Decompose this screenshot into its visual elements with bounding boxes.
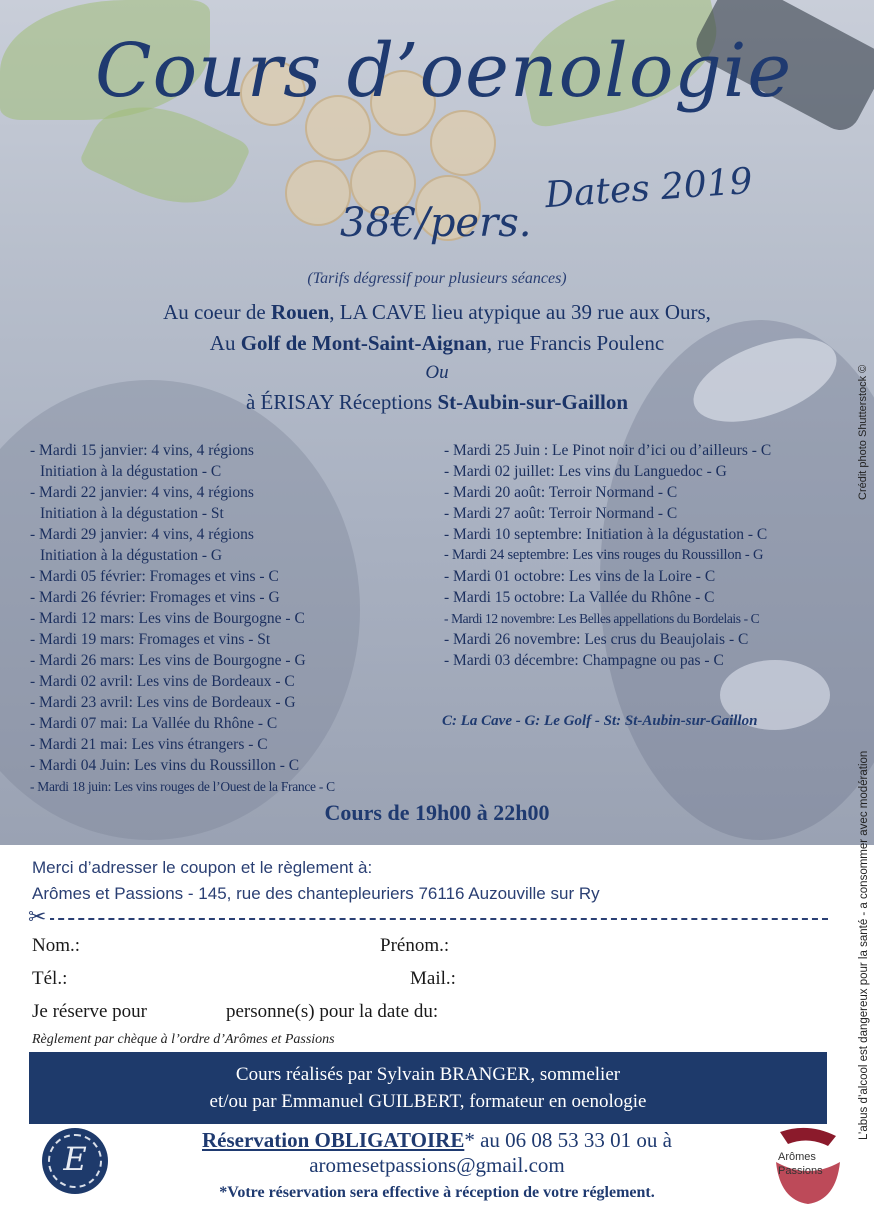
nom-field-label: Nom.: [32,935,81,956]
or-text: Ou [425,362,449,383]
reservation-phone: * au 06 08 53 33 01 ou à [464,1128,672,1152]
list-item: - Mardi 20 août: Terroir Normand - C [444,484,678,501]
photo-credit: Crédit photo Shutterstock © [857,364,869,500]
list-item: - Mardi 23 avril: Les vins de Bordeaux - G [30,694,296,711]
scissors-icon: ✂ [28,904,50,930]
coupon-address: Arômes et Passions - 145, rue des chantepleuriers 76116 Auzouville sur Ry [32,884,600,903]
prenom-field-label: Prénom.: [380,935,450,956]
location-rouen: Au coeur de Rouen, LA CAVE lieu atypique au 39 rue aux Ours, [163,300,711,324]
tel-field-label: Tél.: [32,968,68,989]
location-erisay: à ÉRISAY Réceptions St-Aubin-sur-Gaillon [245,390,629,414]
location-golf: Au Golf de Mont-Saint-Aignan, rue Francis Poulenc [209,331,665,355]
mail-field-label: Mail.: [410,968,456,989]
aromes-passions-logo [770,1122,846,1212]
list-item: - Mardi 27 août: Terroir Normand - C [444,505,678,522]
brand-name: Arômes Passions [778,1151,823,1177]
list-item: Initiation à la dégustation - St [40,505,224,522]
list-item: - Mardi 12 novembre: Les Belles appellations du Bordelais - C [444,611,760,626]
alcohol-warning: L’abus d’alcool est dangereux pour la santé - a consommer avec modération [858,750,870,1140]
reserve-date-label: personne(s) pour la date du: [226,1001,439,1022]
list-item: - Mardi 01 octobre: Les vins de la Loire - C [444,568,716,585]
cut-line [28,918,828,920]
schedule-left [30,440,335,797]
list-item: - Mardi 24 septembre: Les vins rouges du Roussillon - G [444,547,764,563]
banner-line: et/ou par Emmanuel GUILBERT, formateur en oenologie [209,1091,647,1112]
page-title: Cours d’oenologie [95,28,793,114]
list-item: - Mardi 29 janvier: 4 vins, 4 régions [30,526,254,543]
list-item: - Mardi 10 septembre: Initiation à la dégustation - C [444,526,768,543]
logo-letter: E [63,1140,87,1178]
reservation-label: Réservation OBLIGATOIRE [202,1128,465,1152]
list-item: - Mardi 19 mars: Fromages et vins - St [30,631,271,648]
course-hours: Cours de 19h00 à 22h00 [324,800,550,825]
list-item: - Mardi 26 novembre: Les crus du Beaujolais - C [444,631,749,648]
payment-note: Règlement par chèque à l’ordre d’Arômes et Passions [32,1032,335,1047]
list-item: - Mardi 25 Juin : Le Pinot noir d’ici ou d’ailleurs - C [444,442,772,459]
reserve-label: Je réserve pour [32,1001,148,1022]
coupon-instruction: Merci d’adresser le coupon et le règlement à: [32,858,373,877]
tarifs-note: (Tarifs dégressif pour plusieurs séances) [307,270,567,287]
list-item: - Mardi 05 février: Fromages et vins - C [30,568,279,585]
dates-label: Dates 2019 [543,160,754,217]
list-item: - Mardi 18 juin: Les vins rouges de l’Ouest de la France - C [30,779,335,794]
list-item: - Mardi 21 mai: Les vins étrangers - C [30,736,268,753]
banner-line: Cours réalisés par Sylvain BRANGER, sommelier [235,1064,621,1085]
list-item: - Mardi 04 Juin: Les vins du Roussillon - C [30,757,300,774]
list-item: - Mardi 15 janvier: 4 vins, 4 régions [30,442,254,459]
list-item: - Mardi 02 avril: Les vins de Bordeaux - C [30,673,295,690]
list-item: Initiation à la dégustation - G [40,547,223,564]
reservation-note: *Votre réservation sera effective à réception de votre réglement. [219,1184,655,1201]
list-item: - Mardi 22 janvier: 4 vins, 4 régions [30,484,254,501]
reservation-email[interactable]: aromesetpassions@gmail.com [309,1153,565,1177]
list-item: - Mardi 12 mars: Les vins de Bourgogne - C [30,610,305,627]
list-item: Initiation à la dégustation - C [40,463,222,480]
list-item: - Mardi 03 décembre: Champagne ou pas - C [444,652,724,669]
schedule-right [444,440,771,671]
list-item: - Mardi 07 mai: La Vallée du Rhône - C [30,715,278,732]
list-item: - Mardi 26 février: Fromages et vins - G [30,589,280,606]
instructors-banner [29,1052,827,1124]
list-item: - Mardi 02 juillet: Les vins du Languedoc - G [444,463,727,480]
cork-image [430,110,496,176]
list-item: - Mardi 15 octobre: La Vallée du Rhône - C [444,589,715,606]
list-item: - Mardi 26 mars: Les vins de Bourgogne - G [30,652,306,669]
reservation-line [0,1128,874,1153]
price-label: 38€/pers. [340,200,532,246]
legend: C: La Cave - G: Le Golf - St: St-Aubin-sur-Gaillon [442,713,758,729]
